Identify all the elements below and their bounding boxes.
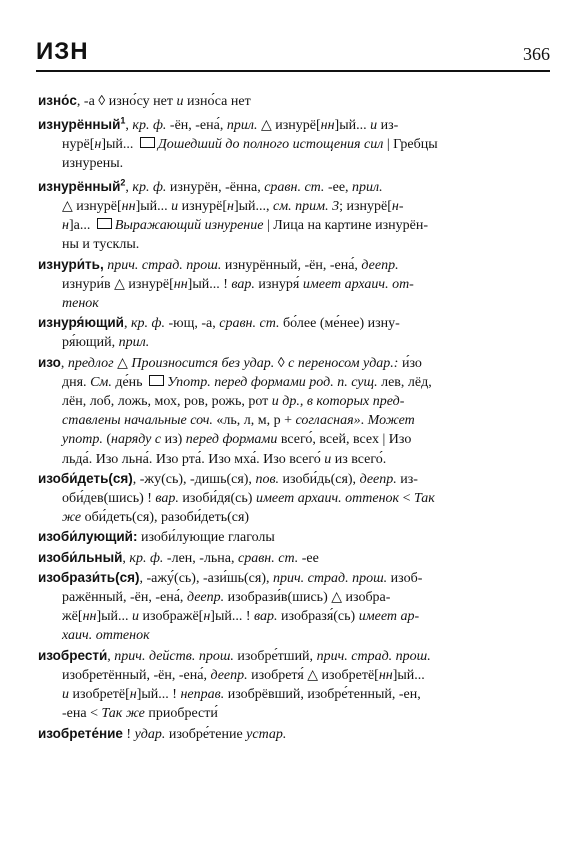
entry-line: ны и тусклы. [62, 237, 140, 253]
entry-line: изоби́лующий: изоби́лующие глаголы [38, 529, 275, 546]
dictionary-entry-iznurennyi1 [38, 111, 552, 173]
dictionary-entry-izobidet [38, 469, 552, 528]
entry-line: нурё[н]ый... Дошедший до полного истощения сил | Гребцы [62, 136, 438, 152]
entry-line: изобрете́ние ! удар. изобре́тение устар. [38, 725, 287, 742]
entry-line: ставлены начальные соч. «ль, л, м, р + согласная». Может [62, 413, 415, 429]
entry-line: изно́с, -а ◊ изно́су нет и изно́са нет [38, 93, 251, 109]
entry-line: изобретённый, -ён, -ена́, деепр. изобретя́ △ изобретё[нн]ый... [62, 667, 425, 683]
page-number: 366 [523, 44, 550, 64]
entry-line: изобрази́ть(ся), -ажу́(сь), -ази́шь(ся), прич. страд. прош. изоб- [38, 569, 423, 586]
entry-line: льда́. Изо льна́. Изо рта́. Изо мха́. Изо всего́ и из всего́. [62, 451, 387, 467]
entry-line: употр. (наряду с из) перед формами всего́, всей, всех | Изо [62, 432, 412, 448]
entry-line: и изобретё[н]ый... ! неправ. изобрёвший, изобре́тенный, -ен, [62, 687, 421, 703]
dictionary-entry-izobrazit [38, 568, 552, 646]
page-header [36, 38, 550, 72]
entry-line: изнурённый$^2$, кр. ф. изнурён, -ённа, сравн. ст. -ее, прил. [38, 177, 383, 195]
entry-line: изоби́деть(ся), -жу(сь), -дишь(ся), пов. изоби́дь(ся), деепр. из- [38, 470, 418, 487]
dictionary-entry-iznurennyi2 [38, 173, 552, 254]
entry-line: изобрести́, прич. действ. прош. изобре́тший, прич. страд. прош. [38, 647, 431, 664]
dictionary-entry-izobiluyushchiy [38, 527, 552, 547]
entry-line: же оби́деть(ся), разоби́деть(ся) [62, 510, 250, 526]
dictionary-entry-izobresti [38, 646, 552, 724]
dictionary-entry-izobretenie [38, 724, 552, 744]
entry-line: ря́ющий, прил. [62, 335, 150, 351]
entry-line: △ изнурё[нн]ый... и изнурё[н]ый..., см. прим. 3; изнурё[н- [62, 199, 404, 215]
entry-line: изнури́ть, прич. страд. прош. изнурённый, -ён, -ена́, деепр. [38, 256, 399, 273]
entry-line: тенок [62, 296, 99, 312]
entry-line: оби́дев(шись) ! вар. изоби́дя(сь) имеет архаич. оттенок < Так [62, 491, 435, 507]
dictionary-entry-iznuryayushchiy [38, 313, 552, 352]
entry-line: ражённый, -ён, -ена́, деепр. изобрази́в(шись) △ изобра- [62, 590, 391, 606]
running-head: ИЗН [36, 38, 89, 65]
entry-line: лён, лоб, ложь, мох, ров, рожь, рот и др., в которых пред- [62, 394, 405, 410]
entry-line: изнурены. [62, 156, 124, 172]
entry-line: изоби́льный, кр. ф. -лен, -льна, сравн. ст. -ее [38, 549, 319, 566]
entry-line: жё[нн]ый... и изображё[н]ый... ! вар. изобразя́(сь) имеет ар- [62, 609, 420, 625]
entry-line: изо, предлог △ Произносится без удар. ◊ с переносом удар.: и́зо [38, 354, 422, 371]
entry-line: изнурённый$^1$, кр. ф. -ён, -ена́, прил. △ изнурё[нн]ый... и из- [38, 115, 399, 133]
entry-line: -ена < Так же приобрести́ [62, 706, 218, 722]
dictionary-entry-izo [38, 353, 552, 469]
entries-list [38, 91, 552, 744]
entry-line: дня. См. де́нь Употр. перед формами род. п. сущ. лев, лёд, [62, 374, 432, 390]
entry-line: н]а... Выражающий изнурение | Лица на картине изнурён- [62, 218, 428, 234]
dictionary-entry-iznurit [38, 255, 552, 314]
dictionary-entry-iznos [38, 91, 552, 111]
entry-line: изнури́в △ изнурё[нн]ый... ! вар. изнуря́ имеет архаич. от- [62, 276, 414, 292]
dictionary-entry-izobilnyi [38, 548, 552, 568]
entry-line: изнуря́ющий, кр. ф. -ющ, -а, сравн. ст. бо́лее (ме́нее) изну- [38, 315, 400, 332]
entry-line: хаич. оттенок [62, 628, 150, 644]
